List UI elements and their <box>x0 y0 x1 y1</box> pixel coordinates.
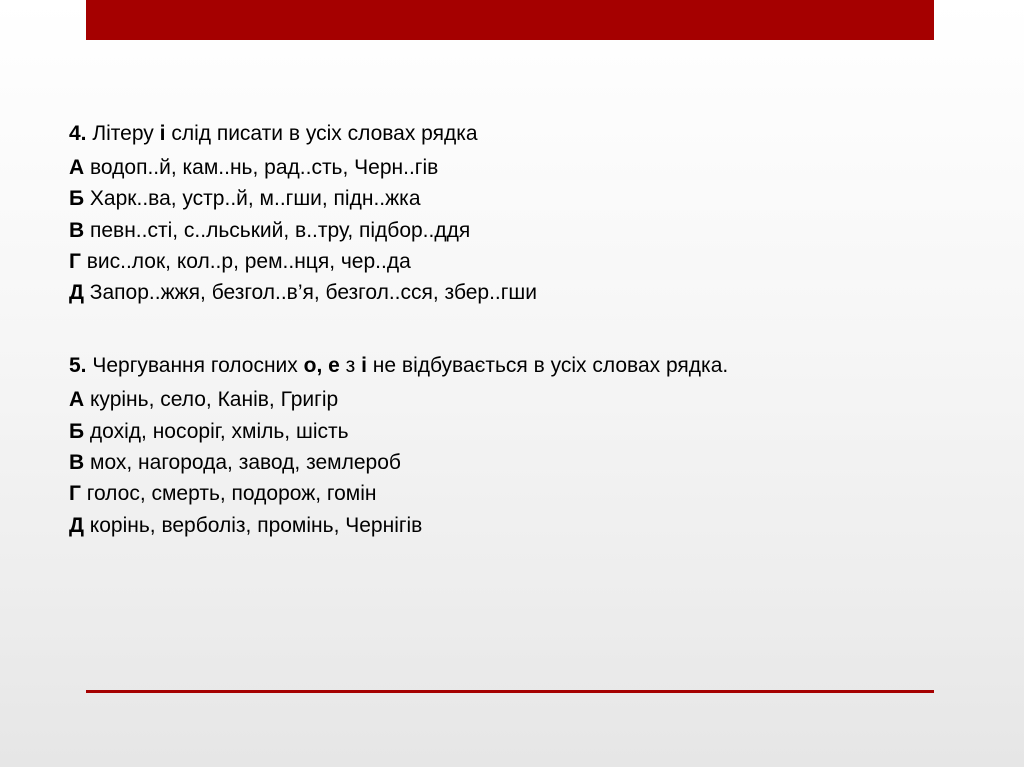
option-text: корінь, верболіз, промінь, Чернігів <box>83 513 423 537</box>
question-5-highlight-1: о, е <box>303 354 340 378</box>
option-text: певн..сті, с..льський, в..тру, підбор..ддя <box>84 218 471 242</box>
bottom-accent-line <box>86 690 934 693</box>
question-5-option-v <box>69 447 949 478</box>
question-5-number: 5. <box>69 354 87 378</box>
question-4-heading <box>69 118 949 150</box>
question-4-text-before: Літеру <box>86 122 160 145</box>
question-4-text-after: слід писати в усіх словах рядка <box>165 122 478 145</box>
question-4-option-b <box>69 183 949 214</box>
option-text: мох, нагорода, завод, землероб <box>84 451 401 475</box>
option-letter: Б <box>69 187 85 211</box>
option-letter: В <box>69 451 85 475</box>
top-accent-bar <box>86 0 934 40</box>
option-text: водоп..й, кам..нь, рад..сть, Черн..гів <box>84 156 439 179</box>
question-5-option-d <box>69 510 949 541</box>
question-4-number: 4. <box>69 122 87 145</box>
option-letter: Д <box>69 513 84 537</box>
question-5-heading <box>69 350 949 382</box>
question-5 <box>69 350 949 540</box>
option-letter: Б <box>69 419 85 443</box>
question-5-option-a <box>69 384 949 415</box>
question-5-text-2: з <box>339 354 362 378</box>
question-4-option-a <box>69 152 949 183</box>
option-text: курінь, село, Канів, Григір <box>84 388 339 412</box>
question-4 <box>69 118 949 308</box>
option-text: Харк..ва, устр..й, м..гши, підн..жка <box>84 187 421 211</box>
option-letter: А <box>69 388 85 412</box>
question-4-option-v <box>69 215 949 246</box>
option-letter: А <box>69 156 85 179</box>
option-text: дохід, носоріг, хміль, шість <box>84 419 349 443</box>
question-5-option-h <box>69 478 949 509</box>
option-text: вис..лок, кол..р, рем..нця, чер..да <box>80 249 411 273</box>
option-letter: Г <box>69 482 81 506</box>
option-letter: Г <box>69 249 81 273</box>
question-4-option-d <box>69 277 949 308</box>
question-5-highlight-2: і <box>361 354 367 378</box>
question-5-option-b <box>69 416 949 447</box>
question-5-text-3: не відбувається в усіх словах рядка. <box>366 354 729 378</box>
question-5-text-1: Чергування голосних <box>86 354 304 378</box>
option-text: Запор..жжя, безгол..в’я, безгол..сся, збер..гши <box>83 281 538 305</box>
option-letter: Д <box>69 281 84 305</box>
question-4-highlight: і <box>159 122 166 145</box>
option-text: голос, смерть, подорож, гомін <box>80 482 377 506</box>
option-letter: В <box>69 218 85 242</box>
slide-content <box>69 118 949 541</box>
question-4-option-h <box>69 246 949 277</box>
